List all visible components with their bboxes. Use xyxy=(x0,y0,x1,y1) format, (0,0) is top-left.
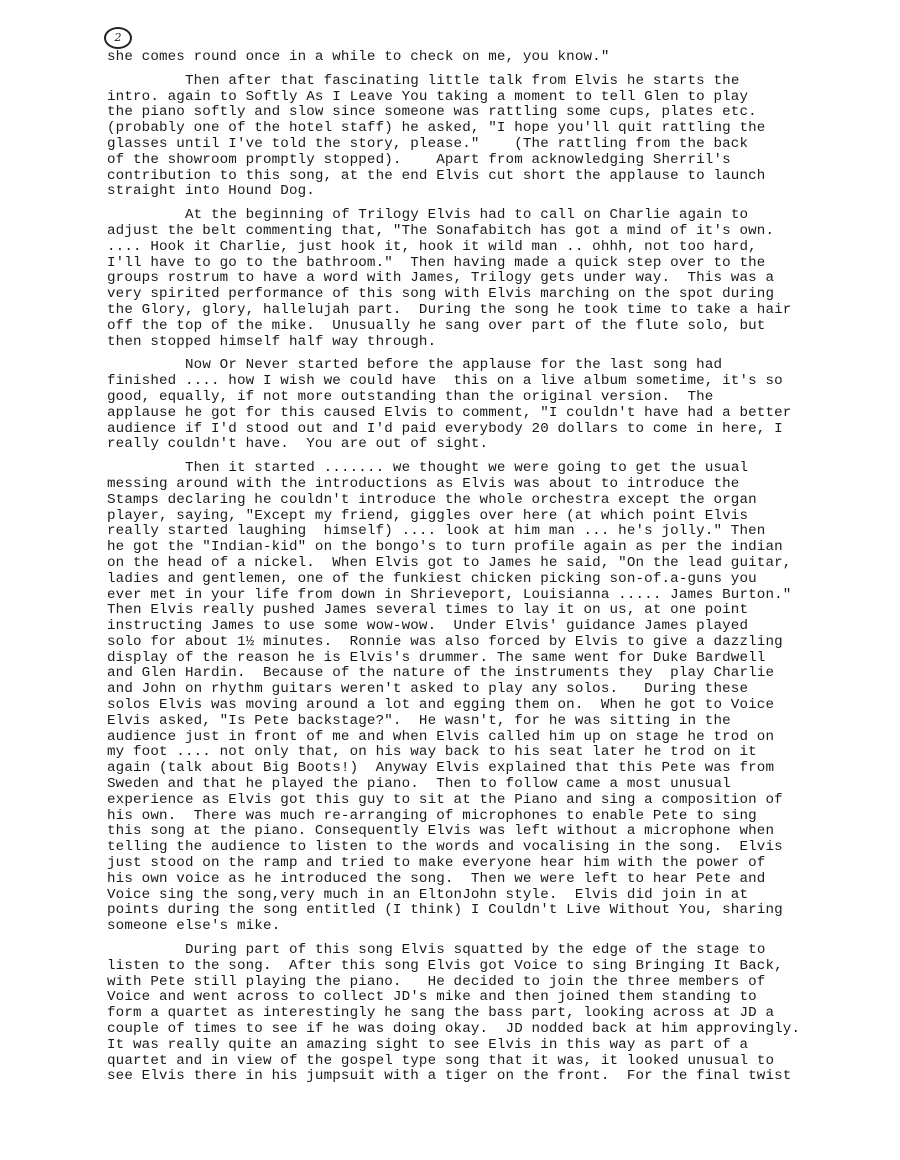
text-line: the piano softly and slow since someone was rattling some cups, plates etc. xyxy=(107,104,757,121)
text-line: ladies and gentlemen, one of the funkiest chicken picking son-of.a-guns you xyxy=(107,570,757,587)
text-line: (probably one of the hotel staff) he asked, "I hope you'll quit rattling the xyxy=(107,120,766,137)
text-line: instructing James to use some wow-wow. Under Elvis' guidance James played xyxy=(107,618,749,635)
text-line: intro. again to Softly As I Leave You taking a moment to tell Glen to play xyxy=(107,88,749,105)
text-line: his own voice as he introduced the song. Then we were left to hear Pete and xyxy=(107,870,766,887)
text-line: ever met in your life from down in Shrieveport, Louisianna ..... James Burton." xyxy=(107,586,792,603)
text-line: telling the audience to listen to the words and vocalising in the song. Elvis xyxy=(107,839,783,856)
text-line: At the beginning of Trilogy Elvis had to call on Charlie again to xyxy=(185,207,749,224)
text-line: and John on rhythm guitars weren't asked to play any solos. During these xyxy=(107,681,749,698)
text-line: then stopped himself half way through. xyxy=(107,333,437,350)
text-line: messing around with the introductions as Elvis was about to introduce the xyxy=(107,475,740,492)
text-line: really couldn't have. You are out of sight. xyxy=(107,436,489,453)
text-line: player, saying, "Except my friend, giggles over here (at which point Elvis xyxy=(107,507,749,524)
text-line: contribution to this song, at the end Elvis cut short the applause to launch xyxy=(107,167,766,184)
text-line: really started laughing himself) .... look at him man ... he's jolly." Then xyxy=(107,523,766,540)
paragraph xyxy=(107,461,887,935)
text-line: Then after that fascinating little talk from Elvis he starts the xyxy=(185,72,740,89)
paragraph xyxy=(107,74,887,200)
text-line: Then it started ....... we thought we were going to get the usual xyxy=(185,460,749,477)
text-line: groups rostrum to have a word with James, Trilogy gets under way. This was a xyxy=(107,270,775,287)
text-line: applause he got for this caused Elvis to comment, "I couldn't have had a better xyxy=(107,404,792,421)
text-line: form a quartet as interestingly he sang the bass part, looking across at JD a xyxy=(107,1005,775,1022)
text-line: with Pete still playing the piano. He decided to join the three members of xyxy=(107,973,766,990)
text-line: very spirited performance of this song with Elvis marching on the spot during xyxy=(107,286,775,303)
text-line: the Glory, glory, hallelujah part. During the song he took time to take a hair xyxy=(107,301,792,318)
text-line: experience as Elvis got this guy to sit at the Piano and sing a composition of xyxy=(107,791,783,808)
text-line: just stood on the ramp and tried to make everyone hear him with the power of xyxy=(107,855,766,872)
text-line: quartet and in view of the gospel type song that it was, it looked unusual to xyxy=(107,1052,775,1069)
body-text xyxy=(107,50,887,1085)
text-line: audience if I'd stood out and I'd paid everybody 20 dollars to come in here, I xyxy=(107,420,783,437)
text-line: this song at the piano. Consequently Elvis was left without a microphone when xyxy=(107,823,775,840)
text-line: .... Hook it Charlie, just hook it, hook it wild man .. ohhh, not too hard, xyxy=(107,238,757,255)
text-line: adjust the belt commenting that, "The Sonafabitch has got a mind of it's own. xyxy=(107,222,775,239)
text-line: Elvis asked, "Is Pete backstage?". He wasn't, for he was sitting in the xyxy=(107,712,731,729)
text-line: finished .... how I wish we could have this on a live album sometime, it's so xyxy=(107,373,783,390)
text-line: Voice and went across to collect JD's mike and then joined them standing to xyxy=(107,989,757,1006)
paragraph xyxy=(107,358,887,453)
paragraph xyxy=(107,50,887,66)
text-line: glasses until I've told the story, please." (The rattling from the back xyxy=(107,135,749,152)
text-line: Stamps declaring he couldn't introduce the whole orchestra except the organ xyxy=(107,491,757,508)
text-line: During part of this song Elvis squatted by the edge of the stage to xyxy=(185,942,766,959)
text-line: solo for about 1½ minutes. Ronnie was also forced by Elvis to give a dazzling xyxy=(107,633,783,650)
text-line: Now Or Never started before the applause for the last song had xyxy=(185,357,723,374)
page-number: 2 xyxy=(104,27,132,49)
text-line: couple of times to see if he was doing okay. JD nodded back at him approvingly. xyxy=(107,1021,801,1038)
text-line: Then Elvis really pushed James several times to lay it on us, at one point xyxy=(107,602,749,619)
text-line: good, equally, if not more outstanding than the original version. The xyxy=(107,388,714,405)
text-line: she comes round once in a while to check on me, you know." xyxy=(107,49,610,65)
text-line: on the head of a nickel. When Elvis got to James he said, "On the lead guitar, xyxy=(107,554,792,571)
text-line: It was really quite an amazing sight to see Elvis in this way as part of a xyxy=(107,1036,749,1053)
text-line: Sweden and that he played the piano. Then to follow came a most unusual xyxy=(107,776,731,793)
text-line: solos Elvis was moving around a lot and egging them on. When he got to Voice xyxy=(107,697,775,714)
text-line: audience just in front of me and when Elvis called him up on stage he trod on xyxy=(107,728,775,745)
text-line: his own. There was much re-arranging of microphones to enable Pete to sing xyxy=(107,807,757,824)
text-line: straight into Hound Dog. xyxy=(107,183,315,200)
text-line: see Elvis there in his jumpsuit with a tiger on the front. For the final twist xyxy=(107,1068,792,1085)
text-line: I'll have to go to the bathroom." Then having made a quick step over to the xyxy=(107,254,766,271)
text-line: and Glen Hardin. Because of the nature of the instruments they play Charlie xyxy=(107,665,775,682)
paragraph xyxy=(107,943,887,1085)
text-line: of the showroom promptly stopped). Apart from acknowledging Sherril's xyxy=(107,151,731,168)
text-line: he got the "Indian-kid" on the bongo's to turn profile again as per the indian xyxy=(107,539,783,556)
text-line: listen to the song. After this song Elvis got Voice to sing Bringing It Back, xyxy=(107,957,783,974)
text-line: again (talk about Big Boots!) Anyway Elvis explained that this Pete was from xyxy=(107,760,775,777)
text-line: someone else's mike. xyxy=(107,918,281,935)
text-line: my foot .... not only that, on his way back to his seat later he trod on it xyxy=(107,744,757,761)
text-line: off the top of the mike. Unusually he sang over part of the flute solo, but xyxy=(107,317,766,334)
text-line: Voice sing the song,very much in an EltonJohn style. Elvis did join in at xyxy=(107,886,749,903)
paragraph xyxy=(107,208,887,350)
text-line: display of the reason he is Elvis's drummer. The same went for Duke Bardwell xyxy=(107,649,766,666)
text-line: points during the song entitled (I think) I Couldn't Live Without You, sharing xyxy=(107,902,783,919)
